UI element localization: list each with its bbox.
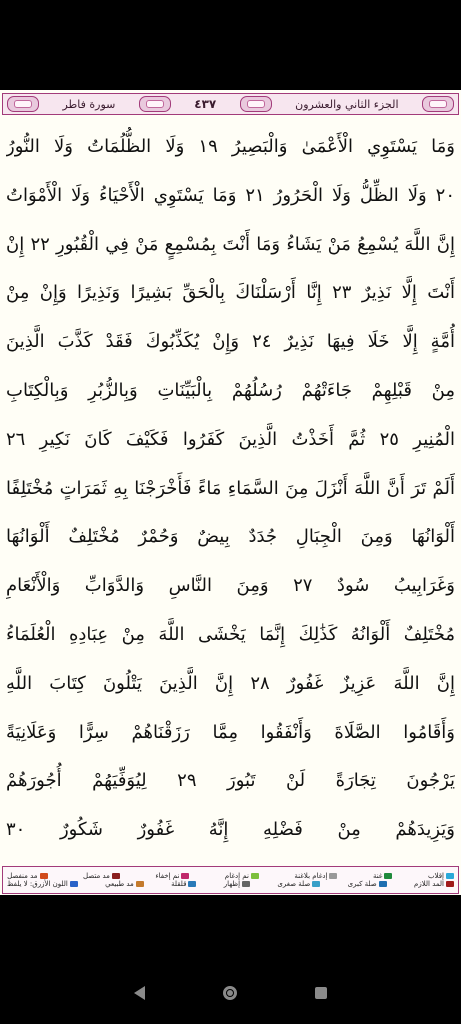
legend-item — [224, 880, 250, 888]
surah-name: سورة فاطر — [62, 97, 116, 111]
legend-label: قلقلة — [171, 880, 187, 888]
text-line[interactable]: وَأَقَامُوا الصَّلَاةَ وَأَنْفَقُوا مِمَّا رَزَقْنَاهُمْ سِرًّا وَعَلَانِيَةً — [6, 721, 455, 743]
legend-swatch — [242, 881, 250, 887]
text-line[interactable]: وَمَا يَسْتَوِي الْأَعْمَىٰ وَالْبَصِيرُ ١٩ وَلَا الظُّلُمَاتُ وَلَا النُّورُ — [6, 136, 455, 157]
legend-item — [7, 880, 78, 888]
back-icon[interactable] — [134, 986, 145, 1000]
text-line[interactable]: أُمَّةٍ إِلَّا خَلَا فِيهَا نَذِيرٌ ٢٤ وَإِنْ يُكَذِّبُوكَ فَقَدْ كَذَّبَ الَّذِينَ — [6, 331, 455, 353]
legend-label: المد اللازم — [414, 880, 444, 888]
text-line[interactable]: وَغَرَابِيبُ سُودٌ ٢٧ وَمِنَ النَّاسِ وَالدَّوَابِّ وَالْأَنْعَامِ — [6, 575, 455, 597]
legend-swatch — [136, 881, 144, 887]
legend-row — [7, 880, 454, 888]
text-line[interactable]: أَلَمْ تَرَ أَنَّ اللَّهَ أَنْزَلَ مِنَ السَّمَاءِ مَاءً فَأَخْرَجْنَا بِهِ ثَمَرَاتٍ مُخْتَلِفًا — [6, 477, 455, 499]
legend-label: إقلاب — [427, 872, 444, 880]
legend-item — [294, 872, 337, 880]
text-line[interactable]: ٢٠ وَلَا الظِّلُّ وَلَا الْحَرُورُ ٢١ وَمَا يَسْتَوِي الْأَحْيَاءُ وَلَا الْأَمْوَاتُ — [6, 184, 455, 206]
legend-swatch — [329, 873, 337, 879]
legend-item — [414, 880, 454, 888]
ornament-icon — [139, 96, 171, 112]
system-nav-bar — [0, 962, 461, 1024]
legend-swatch — [112, 873, 120, 879]
text-line[interactable]: الْمُنِيرِ ٢٥ ثُمَّ أَخَذْتُ الَّذِينَ كَفَرُوا فَكَيْفَ كَانَ نَكِيرِ ٢٦ — [6, 428, 455, 450]
ornament-icon — [240, 96, 272, 112]
text-line[interactable]: أَلْوَانُهَا وَمِنَ الْجِبَالِ جُدَدٌ بِيضٌ وَحُمْرٌ مُخْتَلِفٌ أَلْوَانُهَا — [6, 526, 455, 548]
legend-item — [428, 872, 454, 880]
legend-label: إدغام بلاغنة — [294, 872, 328, 880]
legend-label: مد متصل — [82, 872, 110, 880]
text-line[interactable]: مُخْتَلِفٌ أَلْوَانُهُ كَذَٰلِكَ إِنَّمَا يَخْشَى اللَّهَ مِنْ عِبَادِهِ الْعُلَمَاءُ — [6, 623, 455, 645]
legend-label: إظهار — [223, 880, 241, 888]
ornament-icon — [7, 96, 39, 112]
legend-swatch — [40, 873, 48, 879]
legend-label: مد طبيعي — [105, 880, 134, 888]
juz-label: الجزء الثاني والعشرون — [295, 97, 399, 111]
legend-swatch — [446, 881, 454, 887]
text-line[interactable]: وَيَزِيدَهُمْ مِنْ فَضْلِهِ إِنَّهُ غَفُورٌ شَكُورٌ ٣٠ — [6, 819, 455, 841]
legend-item — [83, 872, 120, 880]
legend-label: نم إدغام — [224, 872, 249, 880]
home-icon[interactable] — [223, 986, 237, 1000]
text-line[interactable]: مِنْ قَبْلِهِمْ جَاءَتْهُمْ رُسُلُهُمْ بِالْبَيِّنَاتِ وَبِالزُّبُرِ وَبِالْكِتَابِ — [6, 379, 455, 401]
legend-swatch — [188, 881, 196, 887]
recents-icon[interactable] — [315, 987, 327, 999]
legend-item — [155, 872, 189, 880]
mushaf-page — [0, 90, 461, 895]
legend-item — [171, 880, 196, 888]
legend-label: اللون الأزرق: لا يلفظ — [7, 880, 68, 888]
legend-item — [373, 872, 393, 880]
tajweed-legend — [2, 866, 459, 894]
legend-item — [348, 880, 387, 888]
legend-swatch — [379, 881, 387, 887]
legend-swatch — [181, 873, 189, 879]
text-line[interactable]: أَنْتَ إِلَّا نَذِيرٌ ٢٣ إِنَّا أَرْسَلْنَاكَ بِالْحَقِّ بَشِيرًا وَنَذِيرًا وَإِنْ مِنْ — [6, 282, 455, 304]
legend-swatch — [312, 881, 320, 887]
text-line[interactable]: إِنَّ اللَّهَ يُسْمِعُ مَنْ يَشَاءُ وَمَا أَنْتَ بِمُسْمِعٍ مَنْ فِي الْقُبُورِ ٢٢ إِنْ — [6, 233, 455, 255]
legend-swatch — [251, 873, 259, 879]
legend-swatch — [384, 873, 392, 879]
legend-swatch — [70, 881, 78, 887]
legend-item — [277, 880, 320, 888]
legend-label: غنة — [372, 872, 383, 880]
text-line[interactable]: يَرْجُونَ تِجَارَةً لَنْ تَبُورَ ٢٩ لِيُوَفِّيَهُمْ أُجُورَهُمْ — [6, 770, 455, 792]
ornament-icon — [422, 96, 454, 112]
legend-label: مد منفصل — [7, 872, 38, 880]
page-header — [2, 93, 459, 115]
legend-label: صلة صغرى — [277, 880, 311, 888]
legend-item — [105, 880, 144, 888]
legend-swatch — [446, 873, 454, 879]
text-line[interactable]: إِنَّ اللَّهَ عَزِيزٌ غَفُورٌ ٢٨ إِنَّ الَّذِينَ يَتْلُونَ كِتَابَ اللَّهِ — [6, 672, 455, 694]
legend-item — [225, 872, 259, 880]
legend-label: نم إخفاء — [155, 872, 180, 880]
quran-text[interactable] — [6, 123, 455, 858]
legend-label: صلة كبرى — [347, 880, 377, 888]
page-number: ٤٣٧ — [194, 97, 217, 111]
legend-row — [7, 872, 454, 880]
legend-item — [7, 872, 47, 880]
